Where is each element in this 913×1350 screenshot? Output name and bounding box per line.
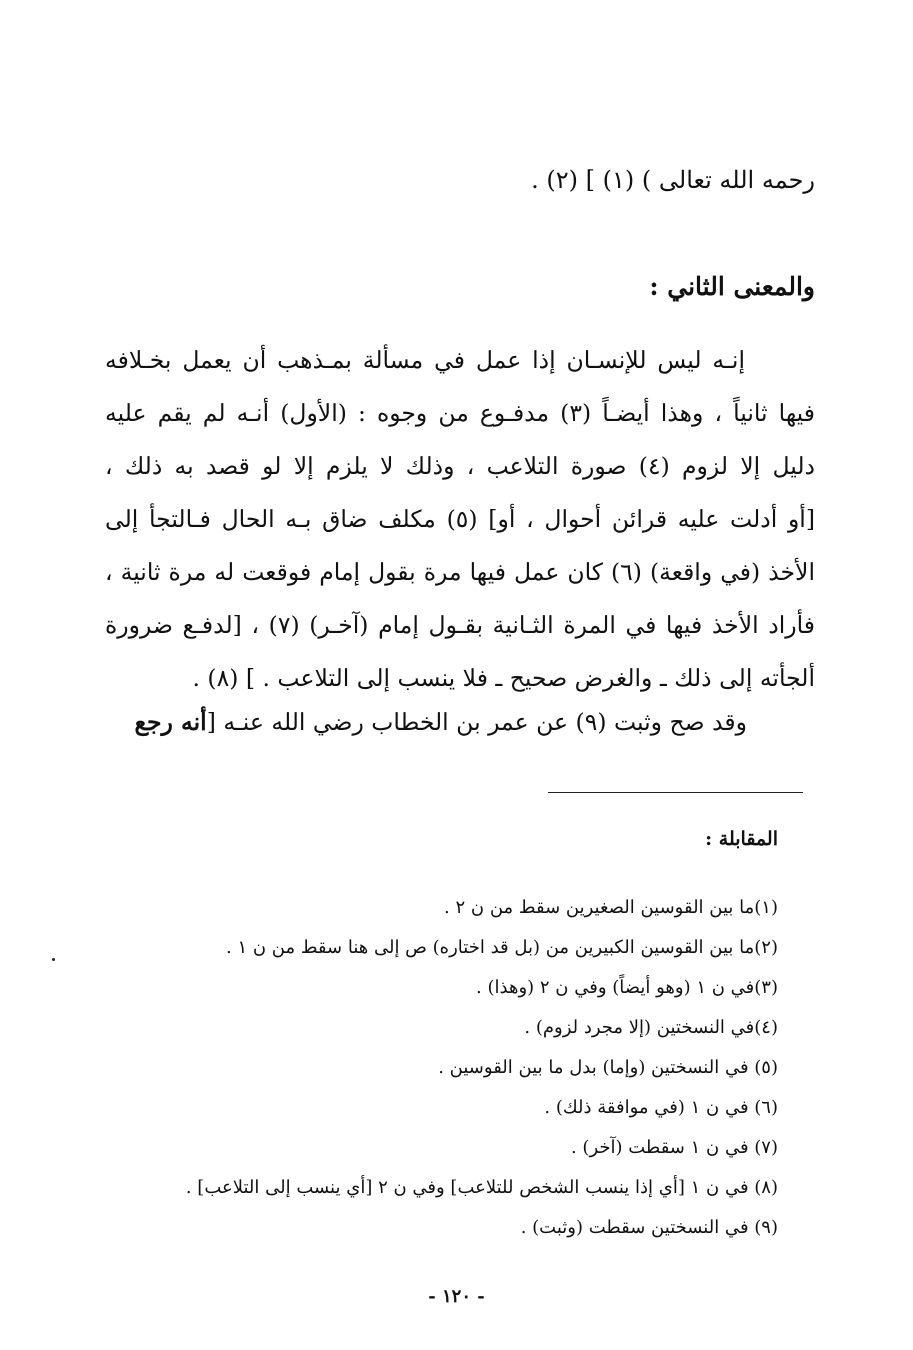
main-paragraph bbox=[105, 334, 815, 705]
footnote-9: (٩) في النسختين سقطت (وثبت) . bbox=[520, 1217, 778, 1238]
footnote-4: (٤)في النسختين (إلا مجرد لزوم) . bbox=[524, 1017, 778, 1038]
notes-heading: المقابلة : bbox=[705, 828, 778, 850]
main-line-4: [أو أدلت عليه قرائن أحوال ، أو] (٥) مكلف ضاق بـه الحال فـالتجأ إلى bbox=[105, 505, 815, 533]
footnote-6: (٦) في ن ١ (في موافقة ذلك) . bbox=[544, 1097, 778, 1118]
footnote-5: (٥) في النسختين (وإما) بدل ما بين القوسين . bbox=[438, 1057, 778, 1078]
main-line-5: الأخذ (في واقعة) (٦) كان عمل فيها مرة بقول إمام فوقعت له مرة ثانية ، bbox=[105, 558, 815, 586]
main-line-1: إنـه ليس للإنسـان إذا عمل في مسألة بمـذهب أن يعمل بخـلافه bbox=[105, 346, 745, 374]
main-line-7: ألجأته إلى ذلك ـ والغرض صحيح ـ فلا ينسب إلى التلاعب . ] (٨) . bbox=[192, 664, 815, 692]
main-line-2: فيها ثانياً ، وهذا أيضـاً (٣) مدفـوع من وجوه : (الأول) أنـه لم يقم عليه bbox=[105, 399, 815, 427]
top-line: رحمه الله تعالى ) (١) ] (٢) . bbox=[531, 166, 815, 194]
footnote-8: (٨) في ن ١ [أي إذا ينسب الشخص للتلاعب] وفي ن ٢ [أي ينسب إلى التلاعب] . bbox=[185, 1177, 778, 1198]
footnote-separator bbox=[548, 792, 803, 793]
footnote-1: (١)ما بين القوسين الصغيرين سقط من ن ٢ . bbox=[444, 897, 778, 918]
footnote-2: (٢)ما بين القوسين الكبيرين من (بل قد اختاره) ص إلى هنا سقط من ن ١ . bbox=[225, 937, 778, 958]
main-line-6: فأراد الأخذ فيها في المرة الثـانية بقـول إمام (آخـر) (٧) ، [لدفـع ضرورة bbox=[105, 611, 815, 639]
section-heading: والمعنى الثاني : bbox=[649, 272, 815, 301]
second-paragraph-bold: أنه رجع bbox=[134, 708, 207, 736]
second-paragraph-text: وقد صح وثبت (٩) عن عمر بن الخطاب رضي الله عنـه [ bbox=[206, 708, 747, 736]
footnote-7: (٧) في ن ١ سقطت (آخر) . bbox=[570, 1137, 778, 1158]
page-number: - ١٢٠ - bbox=[428, 1286, 485, 1307]
stray-mark bbox=[52, 958, 55, 961]
footnotes bbox=[138, 888, 778, 1248]
second-paragraph bbox=[105, 696, 815, 749]
main-line-3: دليل إلا لزوم (٤) صورة التلاعب ، وذلك لا يلزم إلا لو قصد به ذلك ، bbox=[105, 452, 815, 480]
footnote-3: (٣)في ن ١ (وهو أيضاً) وفي ن ٢ (وهذا) . bbox=[476, 977, 778, 998]
